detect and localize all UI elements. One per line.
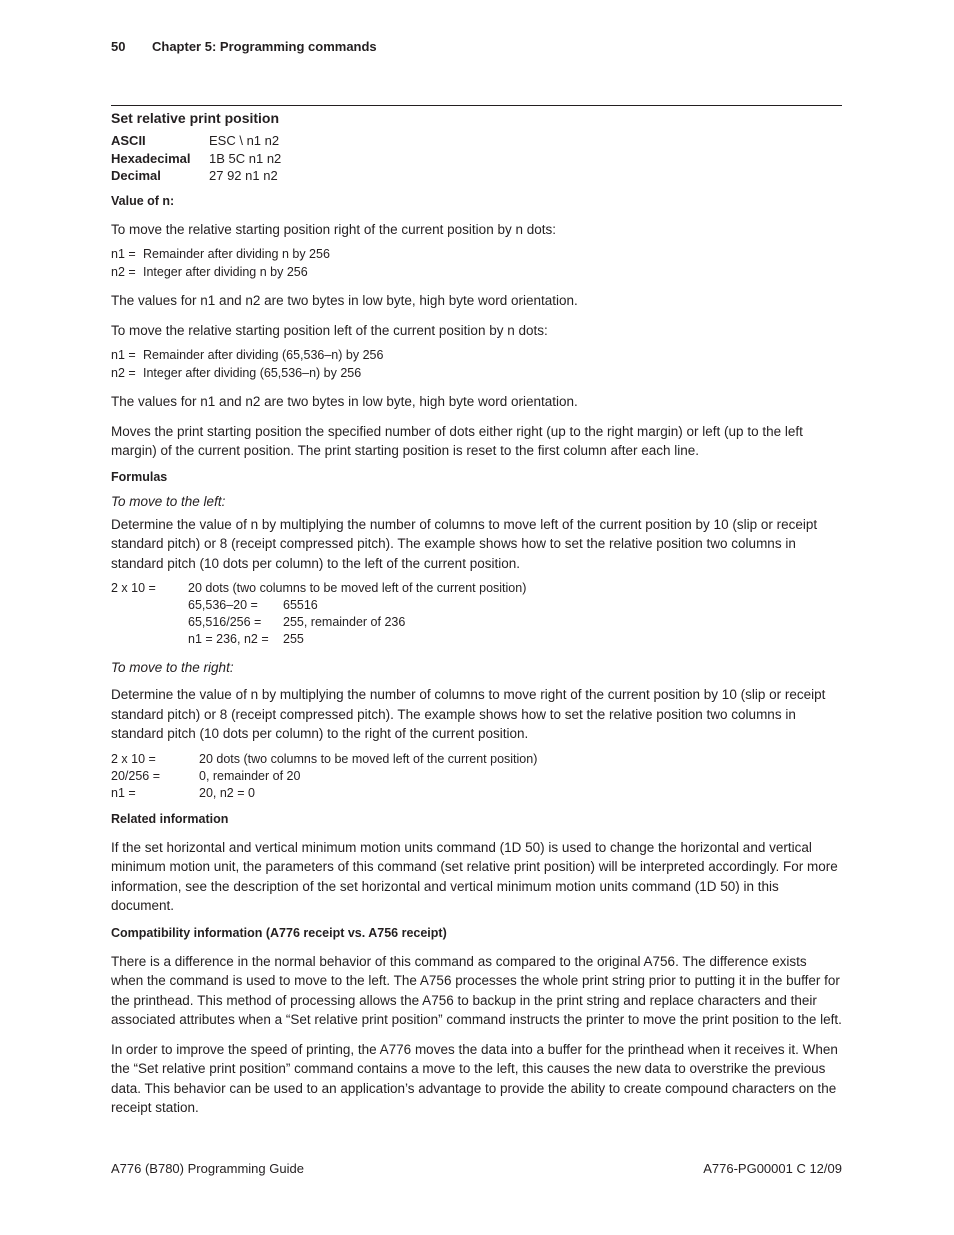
command-description: Moves the print starting position the specified number of dots either right (up to the right margin) or left (up to the left margin) of the current position. The print starting position is reset to the first column after each line. <box>111 423 803 458</box>
example-row <box>111 614 842 631</box>
left-example <box>111 580 842 648</box>
example-value: 20, n2 = 0 <box>199 785 255 800</box>
value-heading: Value of n: <box>111 193 175 208</box>
bytes-note: The values for n1 and n2 are two bytes in low byte, high byte word orientation. <box>111 293 578 308</box>
example-value: 65516 <box>283 598 318 612</box>
chapter-title: Chapter 5: Programming commands <box>152 39 377 54</box>
example-key: 20/256 = <box>111 768 161 783</box>
right-formula-text: Determine the value of n by multiplying the number of columns to move right of the current position by 10 (slip or receipt standard pitch) or 8 (receipt compressed pitch). The example shows how to set the relative position two columns in standard pitch (10 dots per column) to the right of the current position. <box>111 687 826 741</box>
equation-row <box>111 264 842 282</box>
bytes-note: The values for n1 and n2 are two bytes in low byte, high byte word orientation. <box>111 394 578 409</box>
equation-row <box>111 246 842 264</box>
example-row <box>111 785 842 802</box>
code-value: 27 92 n1 n2 <box>209 168 278 183</box>
section-title: Set relative print position <box>111 110 280 126</box>
compat-paragraph-1: There is a difference in the normal behavior of this command as compared to the original A756. The difference exists when the command is used to move to the left. The A756 processes the whole print string prior to putting it in the buffer for the printhead. This method of processing allows the A756 to backup in the print string and replace characters and their associated attributes when a “Set relative print position” command instructs the printer to move the print position to the left. <box>111 953 842 1027</box>
formulas-heading: Formulas <box>111 469 168 484</box>
footer-doc-number: A776-PG00001 C 12/09 <box>703 1161 842 1176</box>
equation-row <box>111 347 842 365</box>
running-header <box>111 39 377 54</box>
left-formula-label: To move to the left: <box>111 493 226 509</box>
right-example <box>111 751 842 802</box>
command-codes <box>111 132 842 185</box>
equation-key: n2 = <box>111 365 136 380</box>
example-row <box>111 631 842 648</box>
example-key: 65,516/256 = <box>188 615 262 629</box>
related-heading: Related information <box>111 811 229 826</box>
equation-value: Integer after dividing (65,536–n) by 256 <box>143 365 362 380</box>
example-key: n1 = <box>111 785 136 800</box>
example-value: 255, remainder of 236 <box>283 615 406 629</box>
equation-key: n2 = <box>111 264 136 279</box>
code-value: ESC \ n1 n2 <box>209 133 280 148</box>
equation-key: n1 = <box>111 247 136 261</box>
example-value: 20 dots (two columns to be moved left of the current position) <box>188 581 527 595</box>
example-value: 0, remainder of 20 <box>199 768 301 783</box>
section-rule <box>111 105 842 106</box>
left-intro: To move the relative starting position left of the current position by n dots: <box>111 322 548 338</box>
equation-value: Remainder after dividing (65,536–n) by 256 <box>143 348 384 362</box>
right-equations <box>111 246 842 281</box>
related-text: If the set horizontal and vertical minimum motion units command (1D 50) is used to change the horizontal and vertical minimum motion unit, the parameters of this command (set relative print position) will be interpreted accordingly. For more information, see the description of the set horizontal and vertical minimum motion units command (1D 50) in this document. <box>111 839 838 913</box>
example-value: 20 dots (two columns to be moved left of the current position) <box>199 751 538 766</box>
code-label: Hexadecimal <box>111 150 191 166</box>
code-label: ASCII <box>111 133 146 148</box>
equation-row <box>111 365 842 383</box>
equation-value: Remainder after dividing n by 256 <box>143 247 330 261</box>
code-row <box>111 150 842 168</box>
example-row <box>111 597 842 614</box>
example-key: 2 x 10 = <box>111 581 156 595</box>
page-footer <box>111 1161 842 1176</box>
code-row <box>111 132 842 150</box>
page-number: 50 <box>111 39 126 54</box>
example-key: 2 x 10 = <box>111 751 156 766</box>
example-key: n1 = 236, n2 = <box>188 632 269 646</box>
example-value: 255 <box>283 632 304 646</box>
right-intro: To move the relative starting position right of the current position by n dots: <box>111 221 556 237</box>
example-row <box>111 751 842 768</box>
code-row <box>111 167 842 185</box>
example-row <box>111 768 842 785</box>
left-equations <box>111 347 842 382</box>
right-formula-label: To move to the right: <box>111 660 234 675</box>
compat-paragraph-2: In order to improve the speed of printing, the A776 moves the data into a buffer for the printhead when it receives it. When the “Set relative print position” command contains a move to the left, this causes the new data to overstrike the previous data. This behavior can be used to an application’s advantage to provide the ability to create compound characters on the receipt station. <box>111 1041 838 1115</box>
compat-heading: Compatibility information (A776 receipt vs. A756 receipt) <box>111 925 447 940</box>
left-formula-text: Determine the value of n by multiplying the number of columns to move left of the current position by 10 (slip or receipt standard pitch) or 8 (receipt compressed pitch). The example shows how to set the relative position two columns in standard pitch (10 dots per column) to the left of the current position. <box>111 516 818 571</box>
example-key: 65,536–20 = <box>188 598 258 612</box>
equation-value: Integer after dividing n by 256 <box>143 264 308 279</box>
code-label: Decimal <box>111 168 161 183</box>
footer-guide-title: A776 (B780) Programming Guide <box>111 1161 304 1176</box>
code-value: 1B 5C n1 n2 <box>209 150 282 166</box>
equation-key: n1 = <box>111 348 136 362</box>
example-row <box>111 580 842 597</box>
page-content <box>111 109 842 1118</box>
